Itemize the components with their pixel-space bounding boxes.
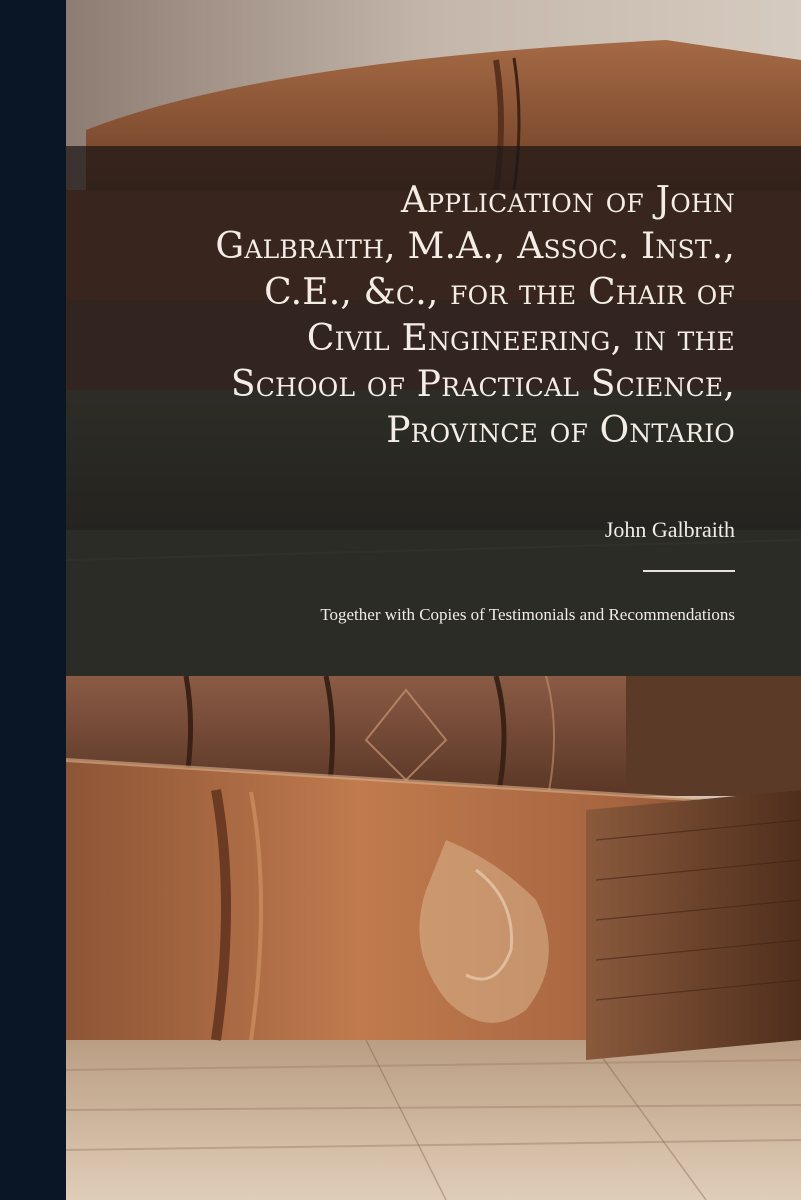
- divider-rule: [643, 570, 735, 572]
- book-subtitle: Together with Copies of Testimonials and Recommendations: [320, 605, 735, 624]
- author-name: John Galbraith: [604, 517, 735, 542]
- book-title: Application of John Galbraith, M.A., Assoc. Inst., C.E., &c., for the Chair of Civil Engineering, in the School of Practical Science, Province of Ontario: [215, 180, 735, 451]
- spine-strip: [0, 0, 66, 1200]
